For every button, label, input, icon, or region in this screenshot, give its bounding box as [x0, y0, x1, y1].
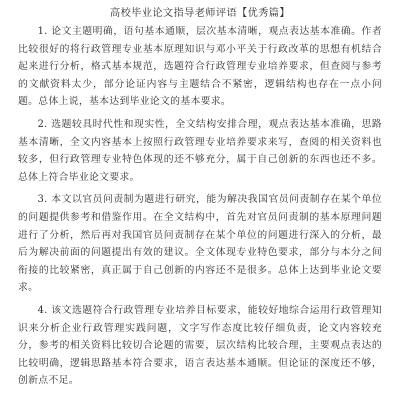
comment-paragraph-1: 1. 论文主题明确，语句基本通顺，层次基本清晰，观点表达基本准确。作者比较很好的将行政管理专业基本原理知识与邓小平关于行政改革的思想有机结合起来进行分析，格式基本规范，选题符合行政管理专业培养要求，但查阅与参考的文献资料太少，部分论证内容与主题结合不紧密，逻辑结构也存在一点小问题。总体上说，基本达到毕业论文的基本要求。 [18, 26, 382, 108]
comment-paragraph-3: 3. 本文以官员问责制为题进行研究，能为解决我国官员问责制存在某个单位的问题提供参考和借鉴作用。在全文结构中，首先对官员问责制的基本原理问题进行了分析，然后再对我国官员问责制存在某个单位的问题进行深入的分析，最后为解决前面的问题提出有效的建议。全文体现专业特色要求，部分与本分之间衔接的比较紧密，真正属于自己创新的内容还不是很多。总体上达到毕业论文要求。 [18, 194, 382, 294]
comment-paragraph-2: 2. 选题较具时代性和现实性，全文结构安排合理，观点表达基本准确，思路基本清晰，全文内容基本上按照行政管理专业培养要求来写，查阅的相关资料也较多，但行政管理专业特色体现的还不够充分，属于自己创新的东西也还不多。总体上符合毕业论文要求。 [18, 118, 382, 183]
document-title: 高校毕业论文指导老师评语【优秀篇】 [110, 8, 290, 19]
comment-paragraph-4: 4. 该文选题符合行政管理专业培养目标要求，能较好地综合运用行政管理知识来分析企业行政管理实践问题，文字写作态度比较仔细负责，论文内容较充分，参考的相关资料比较切合论题的需要，层次结构比较合理，主要观点表达的比较明确，逻辑思路基本符合要求，语言表达基本通顺。但论证的深度还不够，创新点不足。 [18, 304, 382, 387]
